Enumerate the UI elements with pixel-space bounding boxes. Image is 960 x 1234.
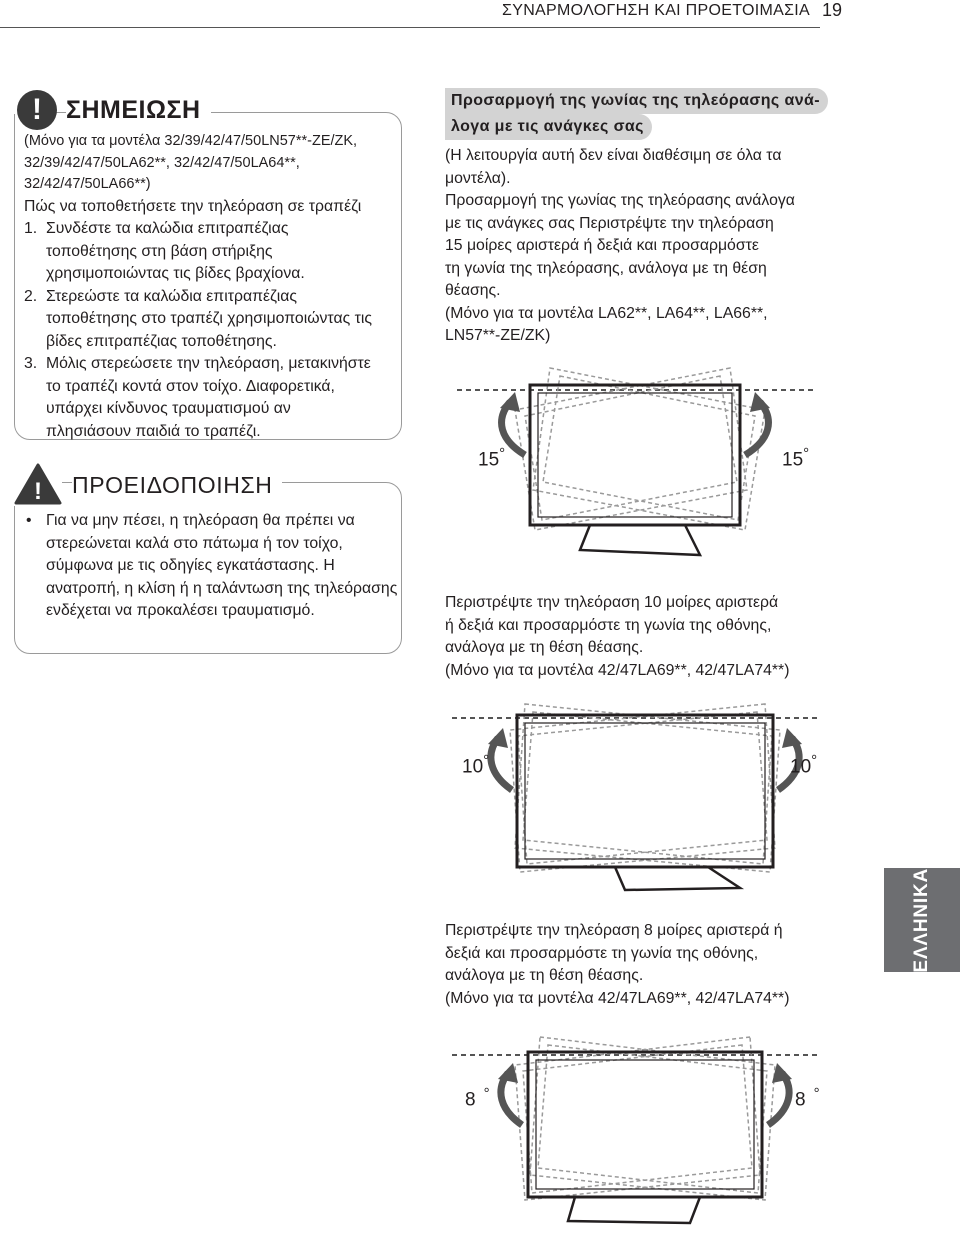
angle-label-right [782,445,809,471]
angle-value: 8 [465,1089,476,1111]
section-heading [445,88,828,140]
degree-symbol: ° [483,752,490,769]
step-text: Μόλις στερεώσετε την τηλεόραση, μετακινήστε το τραπέζι κοντά στον τοίχο. Διαφορετικά, υπάρχει κίνδυνος τραυματισμού αν πλησιάσουν παιδιά το τραπέζι. [46,355,371,440]
note-content [24,131,396,443]
language-tab-label: ΕΛΛΗΝΙΚΑ [911,867,932,973]
step-number: 3. [24,355,38,372]
warning-icon [14,462,62,506]
angle-label-right [795,1085,820,1111]
bullet-dot: • [26,512,32,529]
angle-label-right [790,752,817,778]
angle-value: 15 [782,449,804,471]
list-item [24,286,379,354]
list-item [24,353,379,443]
angle-value: 8 [795,1089,806,1111]
note-models-line: 32/39/42/47/50LA62**, 32/42/47/50LA64**, [24,154,300,171]
paragraph-15-degrees [445,190,865,348]
degree-symbol: ° [483,1085,490,1102]
step-text: Συνδέστε τα καλώδια επιτραπέζιας τοποθέτησης στη βάση στήριξης χρησιμοποιώντας τις βίδες βραχίονα. [46,220,305,282]
note-title: ΣΗΜΕΙΩΣΗ [66,96,211,125]
intro-paragraph: (Η λειτουργία αυτή δεν είναι διαθέσιμη σε όλα τα μοντέλα). [445,147,782,187]
models-note: (Μόνο για τα μοντέλα LA62**, LA64**, LA66**, LN57**-ZE/ZK) [445,304,768,344]
tv-swivel-diagram-8 [450,1025,840,1230]
degree-symbol: ° [813,1085,820,1102]
text-line: με τις ανάγκες σας Περιστρέψτε την τηλεόραση [445,214,774,232]
paragraph-10-degrees [445,592,865,682]
warning-title: ΠΡΟΕΙΔΟΠΟΙΗΣΗ [72,472,282,499]
degree-symbol: ° [499,445,506,462]
note-steps-list [24,218,379,443]
step-number: 1. [24,220,38,237]
text-line: Περιστρέψτε την τηλεόραση 8 μοίρες αριστερά ή [445,922,783,939]
angle-value: 10 [790,756,812,778]
text-line: ανάλογα με τη θέση θέασης. [445,967,644,984]
text-line: Προσαρμογή της γωνίας της τηλεόρασης ανάλογα [445,192,795,209]
language-tab-label-wrap [884,868,960,972]
note-models-line: (Μόνο για τα μοντέλα 32/39/42/47/50LN57**-ZE/ZK, [24,133,358,149]
text-line: 15 μοίρες αριστερά ή δεξιά και προσαρμόστε [445,237,759,254]
angle-label-left [478,445,505,471]
angle-label-left [462,752,489,778]
models-note: (Μόνο για τα μοντέλα 42/47LA69**, 42/47LA74**) [445,989,790,1007]
tv-swivel-diagram-15 [455,360,825,560]
angle-value: 10 [462,756,484,778]
degree-symbol: ° [803,445,810,462]
text-line: ανάλογα με τη θέση θέασης. [445,639,644,656]
warning-icon-glyph: ! [34,478,42,505]
page-number: 19 [822,0,843,20]
models-note: (Μόνο για τα μοντέλα 42/47LA69**, 42/47LA74**) [445,661,790,679]
text-line: ή δεξιά και προσαρμόστε τη γωνία της οθόνης, [445,616,772,634]
step-number: 2. [24,287,38,305]
note-icon: ! [17,90,57,130]
tv-swivel-diagram-10 [450,700,840,905]
text-line: δεξιά και προσαρμόστε τη γωνία της οθόνης, [445,944,759,962]
section-heading-line: Προσαρμογή της γωνίας της τηλεόρασης ανά- [445,88,828,114]
note-models-line: 32/42/47/50LA66**) [24,176,151,192]
page-header-title: ΣΥΝΑΡΜΟΛΟΓΗΣΗ ΚΑΙ ΠΡΟΕΤΟΙΜΑΣΙΑ [502,2,810,19]
warning-bullet [24,510,406,623]
angle-value: 15 [478,449,500,471]
list-item [24,218,379,286]
note-intro: Πώς να τοποθετήσετε την τηλεόραση σε τραπέζι [24,197,362,215]
warning-text: Για να μην πέσει, η τηλεόραση θα πρέπει να στερεώνεται καλά στο πάτωμα ή τον τοίχο, σύμφωνα με τις οδηγίες εγκατάστασης. Η ανατροπή, η κλίση ή η ταλάντωση της τηλεόρασης ενδέχεται να προκαλέσει τραυματισμό. [46,512,398,619]
angle-label-left [465,1085,490,1111]
degree-symbol: ° [811,752,818,769]
text-line: τη γωνία της τηλεόρασης, ανάλογα με τη θέση [445,259,767,277]
section-heading-line: λογα με τις ανάγκες σας [445,114,652,140]
text-line: θέασης. [445,282,501,299]
step-text: Στερεώστε τα καλώδια επιτραπέζιας τοποθέτησης στο τραπέζι χρησιμοποιώντας τις βίδες επιτραπέζιας τοποθέτησης. [46,287,372,350]
paragraph-8-degrees [445,920,865,1010]
header-rule [0,27,820,28]
text-line: Περιστρέψτε την τηλεόραση 10 μοίρες αριστερά [445,594,779,611]
